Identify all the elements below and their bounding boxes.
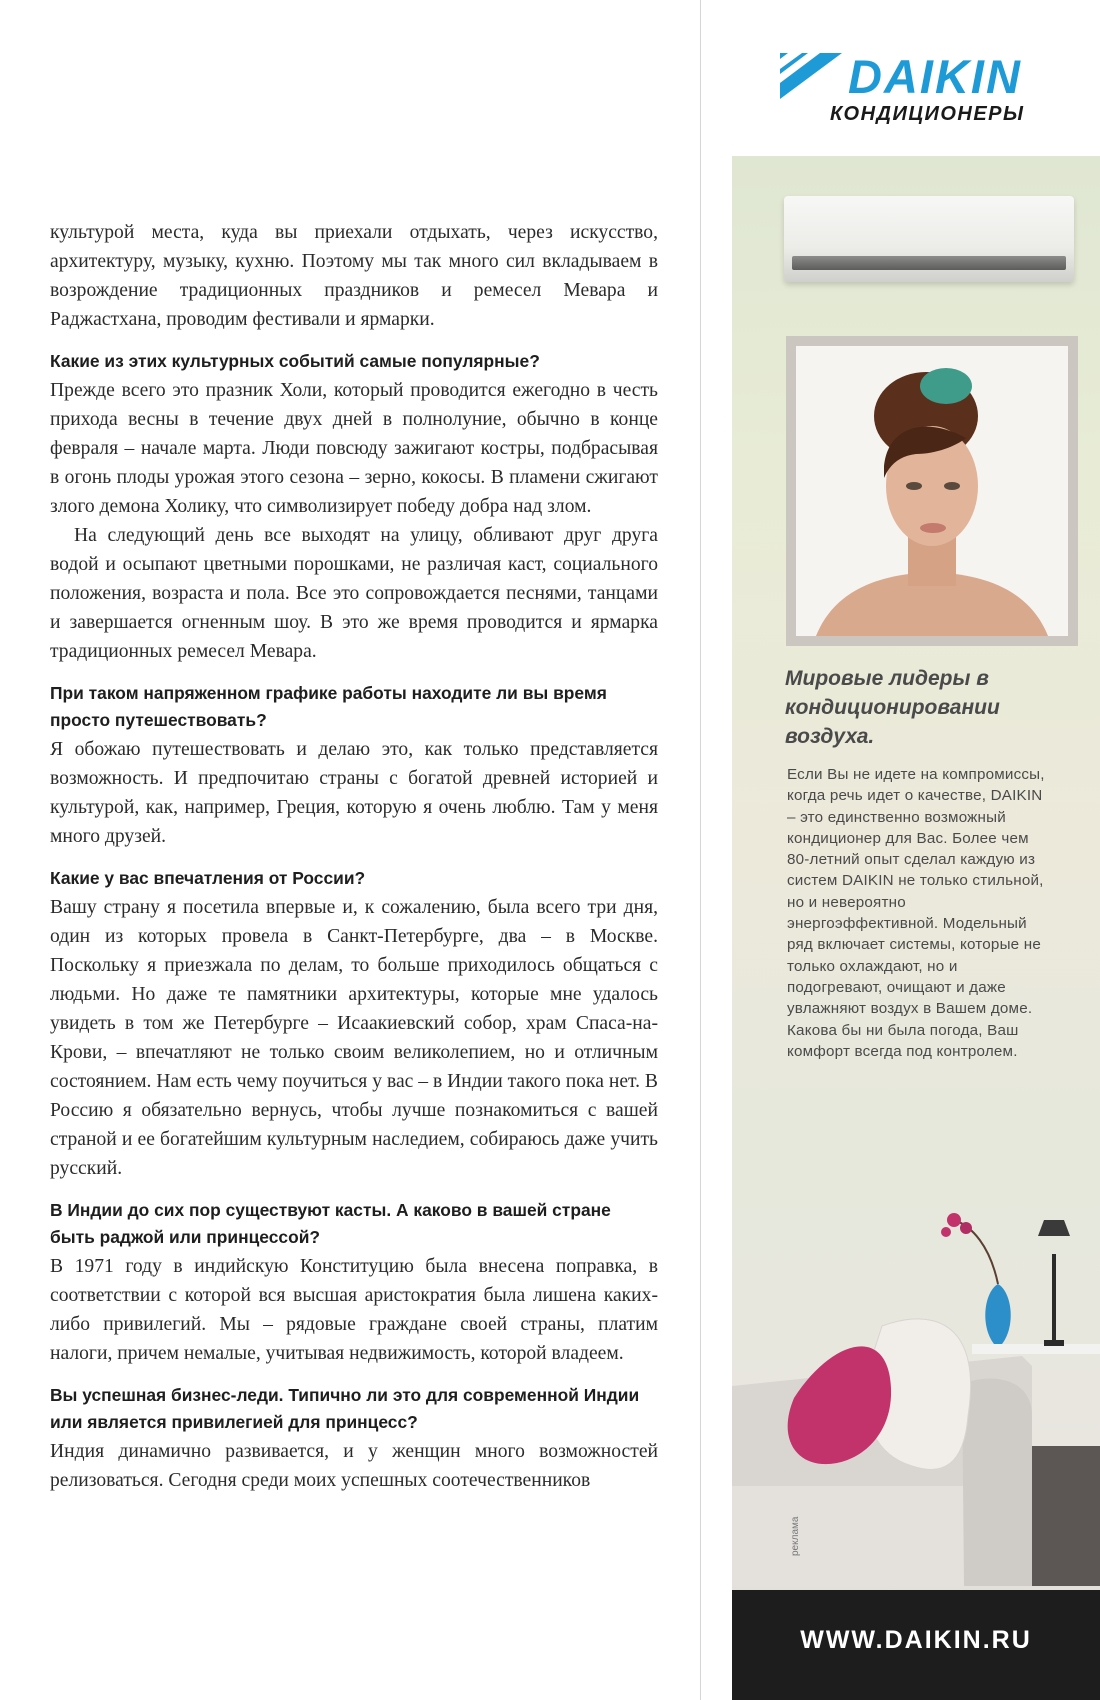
ad-body-text: Если Вы не идете на компромиссы, когда речь идет о качестве, DAIKIN – это единственно возможный кондиционер для Вас. Более чем 80-летний опыт сделал каждую из систем DAIKIN не только стильной, но и невероятно энергоэффективной. Модельный ряд включает системы, которые не только охлаждают, но и подогревают, очищают и даже увлажняют воздух в Вашем доме. Какова бы ни была погода, Ваш комфорт всегда под контролем.	[787, 766, 1045, 1060]
daikin-mark-icon	[780, 53, 842, 99]
article-paragraph: Индия динамично развивается, и у женщин много возможностей релизоваться. Сегодня среди моих успешных соотечественников	[50, 1441, 658, 1491]
interview-question: При таком напряженном графике работы находите ли вы время просто путешествовать?	[50, 683, 607, 730]
brand-subtitle: КОНДИЦИОНЕРЫ	[830, 103, 1025, 125]
brand-name: DAIKIN	[848, 50, 1022, 103]
interview-question: Какие из этих культурных событий самые популярные?	[50, 351, 540, 371]
air-conditioner-image	[784, 196, 1074, 282]
article-paragraph: Я обожаю путешествовать и делаю это, как только представляется возможность. И предпочитаю страны с богатой древней историей и культурой, как, например, Греция, которую я очень люблю. Там у меня много друзей.	[50, 739, 658, 847]
ad-headline: Мировые лидеры в кондиционировании воздуха.	[785, 667, 1000, 748]
daikin-logo	[780, 45, 1080, 135]
article-paragraph: На следующий день все выходят на улицу, обливают друг друга водой и осыпают цветными порошками, не различая каст, социального положения, возраста и пола. Все это сопровождается песнями, танцами и завершается огненным шоу. В это же время проводится и ярмарка традиционных ремесел Мевара.	[50, 525, 658, 662]
woman-portrait-frame	[786, 336, 1078, 646]
woman-portrait-image	[796, 346, 1068, 636]
article-paragraph: Прежде всего это празник Холи, который проводится ежегодно в честь прихода весны в течение двух дней в полнолуние, обычно в конце февраля – начале марта. Люди повсюду зажигают костры, подбрасывая в огонь плоды урожая этого сезона – зерно, кокосы. В пламени сжигают злого демона Холику, что символизирует победу добра над злом.	[50, 380, 658, 517]
article-paragraph: Вашу страну я посетила впервые и, к сожалению, была всего три дня, один из которых провела в Санкт-Петербурге, два – в Москве. Поскольку я приезжала по делам, то больше приходилось общаться с людьми. Но даже те памятники архитектуры, которые мне удалось увидеть в том же Петербурге – Исаакиевский собор, храм Спаса-на-Крови, – впечатляют не только своим великолепием, но и отличным состоянием. Нам есть чему поучиться у вас – в Индии такого пока нет. В Россию я обязательно вернусь, чтобы лучше познакомиться с вашей страной и ее богатейшим культурным наследием, собираюсь даже учить русский.	[50, 897, 658, 1179]
article-paragraph: культурой места, куда вы приехали отдыхать, через искусство, архитектуру, музыку, кухню. Поэтому мы так много сил вкладываем в возрождение традиционных праздников и ремесел Мевара и Раджастхана, проводим фестивали и ярмарки.	[50, 222, 658, 330]
interview-question: Вы успешная бизнес-леди. Типично ли это для современной Индии или является привилегией для принцесс?	[50, 1385, 640, 1432]
sofa-scene-image	[732, 1116, 1100, 1586]
interview-question: В Индии до сих пор существуют касты. А каково в вашей стране быть раджой или принцессой?	[50, 1200, 611, 1247]
ad-label: реклама	[790, 1516, 801, 1556]
ac-vent	[792, 256, 1066, 270]
ad-website-url[interactable]: WWW.DAIKIN.RU	[800, 1626, 1032, 1654]
advertisement	[732, 156, 1100, 1700]
column-divider	[700, 0, 701, 1700]
interview-question: Какие у вас впечатления от России?	[50, 868, 366, 888]
article-paragraph: В 1971 году в индийскую Конституцию была внесена поправка, в соответствии с которой вся высшая аристократия была лишена каких-либо привилегий. Мы – рядовые граждане своей страны, платим налоги, причем немалые, учитывая недвижимость, которой владеем.	[50, 1256, 658, 1364]
article-text	[50, 218, 658, 1495]
